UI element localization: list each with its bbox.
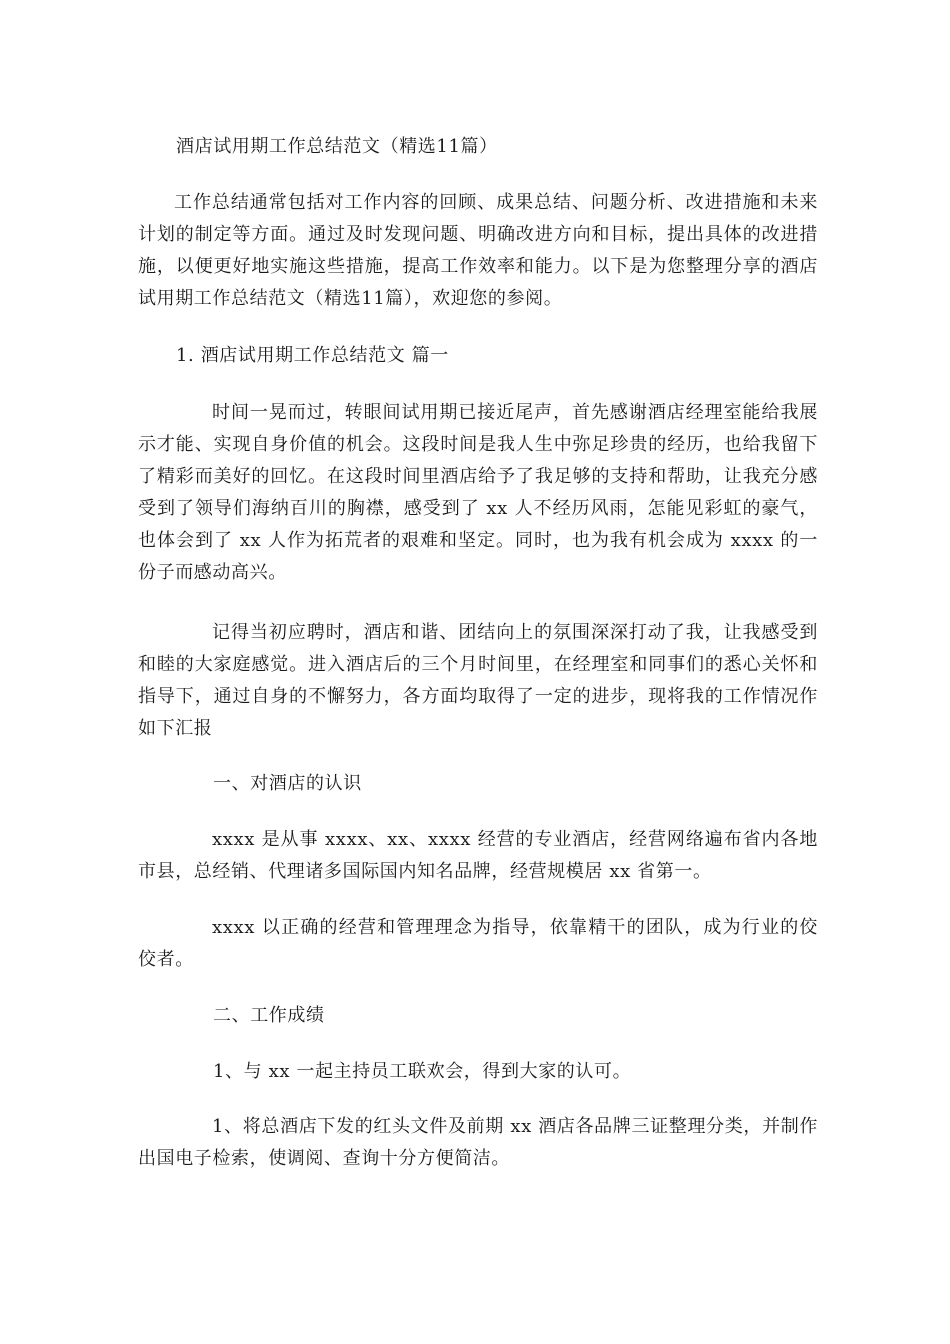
- section-heading-2: 二、工作成绩: [213, 1005, 325, 1026]
- chapter-heading: 1. 酒店试用期工作总结范文 篇一: [176, 345, 449, 366]
- achievement-item-1: 1、与 xx 一起主持员工联欢会，得到大家的认可。: [213, 1061, 632, 1082]
- section-1-paragraph-2: xxxx 以正确的经营和管理理念为指导，依靠精干的团队，成为行业的佼佼者。: [138, 917, 818, 970]
- section-heading-1: 一、对酒店的认识: [213, 773, 362, 794]
- achievement-item-2: 1、将总酒店下发的红头文件及前期 xx 酒店各品牌三证整理分类，并制作出国电子检索，使调阅、查询十分方便简洁。: [138, 1116, 818, 1169]
- section-1-paragraph-1: xxxx 是从事 xxxx、xx、xxxx 经营的专业酒店，经营网络遍布省内各地市县，总经销、代理诸多国际国内知名品牌，经营规模居 xx 省第一。: [138, 829, 818, 882]
- intro-paragraph: 工作总结通常包括对工作内容的回顾、成果总结、问题分析、改进措施和未来计划的制定等方面。通过及时发现问题、明确改进方向和目标，提出具体的改进措施，以便更好地实施这些措施，提高工作效率和能力。以下是为您整理分享的酒店试用期工作总结范文（精选11篇），欢迎您的参阅。: [138, 192, 818, 309]
- body-paragraph-2: 记得当初应聘时，酒店和谐、团结向上的氛围深深打动了我，让我感受到和睦的大家庭感觉。进入酒店后的三个月时间里，在经理室和同事们的悉心关怀和指导下，通过自身的不懈努力，各方面均取得了一定的进步，现将我的工作情况作如下汇报: [138, 622, 818, 739]
- document-title: 酒店试用期工作总结范文（精选11篇）: [176, 136, 498, 157]
- body-paragraph-1: 时间一晃而过，转眼间试用期已接近尾声，首先感谢酒店经理室能给我展示才能、实现自身价值的机会。这段时间是我人生中弥足珍贵的经历，也给我留下了精彩而美好的回忆。在这段时间里酒店给予了我足够的支持和帮助，让我充分感受到了领导们海纳百川的胸襟，感受到了 xx 人不经历风雨，怎能见彩虹的豪气，也体会到了 xx 人作为拓荒者的艰难和坚定。同时，也为我有机会成为 xxxx 的一份子而感动高兴。: [138, 402, 818, 583]
